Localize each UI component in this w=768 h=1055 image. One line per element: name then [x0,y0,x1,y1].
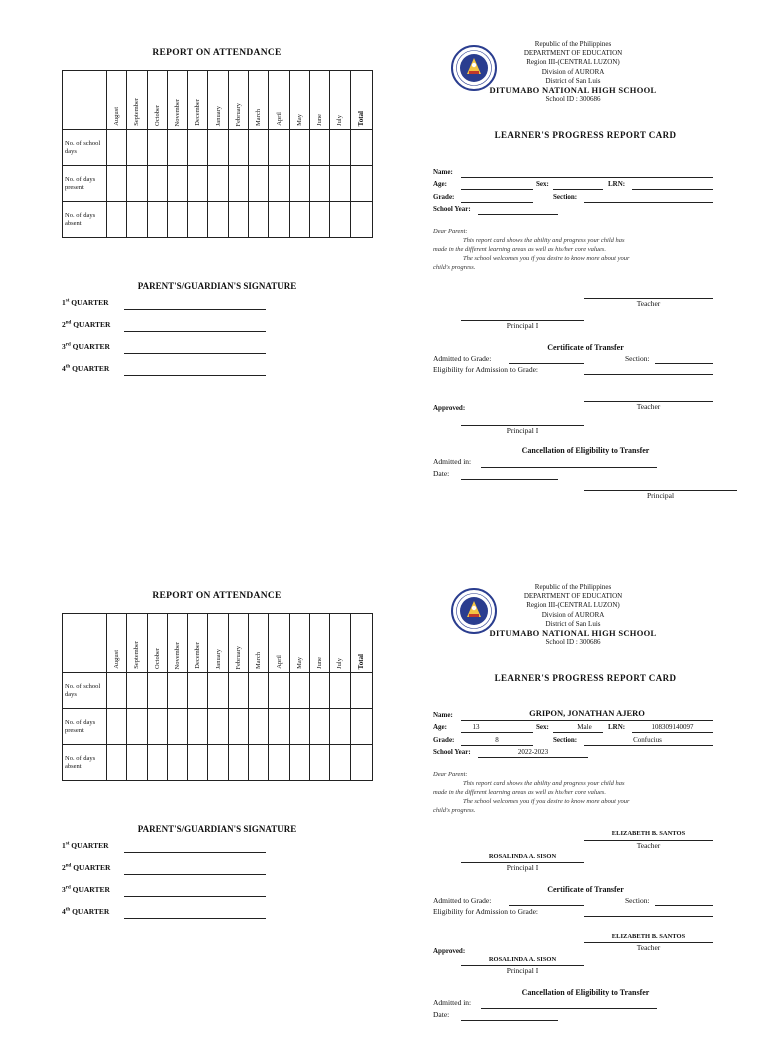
bottom-report-card [0,543,768,1055]
quarter-label: 4th QUARTER [62,364,110,373]
teacher-name: ELIZABETH B. SANTOS [611,830,686,837]
month-header: June [309,71,329,130]
eligibility-label: Eligibility for Admission to Grade: [433,907,538,916]
admitted-grade-field[interactable] [509,363,584,364]
admitted-grade-label: Admitted to Grade: [433,896,492,905]
quarter-label: 4th QUARTER [62,907,110,916]
school-year-value: 2022-2023 [517,748,549,756]
grade-label: Grade: [433,736,455,744]
quarter-label: 1st QUARTER [62,841,109,850]
principal-name: ROSALINDA A. SISON [488,853,557,860]
header-line: Division of AURORA [541,67,605,76]
header-line: DEPARTMENT OF EDUCATION [523,49,623,58]
month-header: November [167,614,187,673]
header-line: Republic of the Philippines [534,40,612,48]
cancellation-title: Cancellation of Eligibility to Transfer [521,446,650,455]
signature-line[interactable] [124,852,266,853]
school-year-field[interactable] [478,214,558,215]
school-year-label: School Year: [433,748,471,756]
admitted-grade-field[interactable] [509,905,584,906]
lrn-label: LRN: [608,180,626,188]
month-header: August [107,614,127,673]
transfer-section-label: Section: [625,354,650,363]
sex-field[interactable] [553,732,603,733]
lrn-label: LRN: [608,723,626,731]
attendance-title: REPORT ON ATTENDANCE [152,591,282,601]
teacher-name: ELIZABETH B. SANTOS [611,933,686,940]
eligibility-field[interactable] [584,916,713,917]
grade-field[interactable] [461,745,533,746]
table-row [63,709,373,745]
admitted-grade-label: Admitted to Grade: [433,354,492,363]
date-field[interactable] [461,1020,558,1021]
table-row [63,166,373,202]
section-value: Confucius [633,736,662,744]
date-field[interactable] [461,479,558,480]
admitted-in-field[interactable] [481,1008,657,1009]
date-label: Date: [433,469,450,478]
transfer-section-field[interactable] [655,363,713,364]
quarter-label: 3rd QUARTER [62,885,110,894]
month-header: June [309,614,329,673]
approved-label: Approved: [433,404,466,412]
teacher-caption: Teacher [636,943,661,952]
header-line: District of San Luis [545,76,601,85]
signature-title: PARENT'S/GUARDIAN'S SIGNATURE [137,281,297,291]
signature-line[interactable] [124,375,266,376]
school-id: School ID : 300686 [545,638,601,647]
header-line: DEPARTMENT OF EDUCATION [523,592,623,601]
transfer-section-field[interactable] [655,905,713,906]
name-field[interactable] [461,720,713,721]
table-row [63,202,373,238]
section-label: Section: [553,736,578,744]
quarter-label: 1st QUARTER [62,298,109,307]
name-value: GRIPON, JONATHAN AJERO [529,708,645,718]
section-field[interactable] [584,745,713,746]
row-label: No. of days present [63,709,107,745]
row-label: No. of days present [63,166,107,202]
month-header: November [167,71,187,130]
grade-value: 8 [495,736,499,744]
school-header [488,583,658,647]
lrn-field[interactable] [632,732,713,733]
month-header: July [330,71,350,130]
lrn-value: 108309140097 [651,723,694,731]
section-label: Section: [553,193,578,201]
header-line: District of San Luis [545,619,601,628]
table-row [63,130,373,166]
report-card-title: LEARNER'S PROGRESS REPORT CARD [494,130,677,140]
eligibility-field[interactable] [584,374,713,375]
signature-line[interactable] [124,309,266,310]
total-header: Total [350,614,372,673]
principal-name: ROSALINDA A. SISON [488,956,557,963]
signature-line[interactable] [124,874,266,875]
transfer-title: Certificate of Transfer [547,343,624,352]
age-value: 13 [472,723,480,731]
teacher-caption: Teacher [636,841,661,850]
header-line: Region III-(CENTRAL LUZON) [526,601,620,610]
parent-letter: Dear Parent: This report card shows the ability and progress your child has made in the different learning areas as well as his/her core values. The school welcomes you if you desire to know more about your child's progress. [433,771,630,814]
section-field[interactable] [584,202,713,203]
name-label: Name: [433,711,453,719]
attendance-table [62,70,373,238]
school-year-field[interactable] [478,757,588,758]
header-line: Division of AURORA [541,610,605,619]
eligibility-label: Eligibility for Admission to Grade: [433,365,538,374]
parent-letter: Dear Parent: This report card shows the ability and progress your child has made in the different learning areas as well as his/her core values. The school welcomes you if you desire to know more about your child's progress. [433,228,630,271]
report-card-title: LEARNER'S PROGRESS REPORT CARD [494,673,677,683]
principal-caption: Principal I [506,321,539,330]
month-header: December [188,71,208,130]
lrn-field[interactable] [632,189,713,190]
table-row [63,745,373,781]
sex-field[interactable] [553,189,603,190]
month-header: September [127,71,147,130]
month-header: January [208,71,228,130]
sex-label: Sex: [536,723,549,731]
approved-label: Approved: [433,947,466,955]
month-header: May [289,71,309,130]
month-header: October [147,614,167,673]
signature-line[interactable] [124,353,266,354]
month-header: September [127,614,147,673]
sex-value: Male [577,723,592,731]
age-field[interactable] [461,732,533,733]
admitted-in-label: Admitted in: [433,998,472,1007]
school-name: DITUMABO NATIONAL HIGH SCHOOL [489,85,657,96]
school-name: DITUMABO NATIONAL HIGH SCHOOL [489,628,657,639]
teacher-caption: Teacher [636,299,661,308]
month-header: March [249,614,269,673]
date-label: Date: [433,1010,450,1019]
principal-caption: Principal I [506,426,539,435]
name-label: Name: [433,168,453,176]
row-label: No. of school days [63,130,107,166]
month-header: August [107,71,127,130]
cancellation-title: Cancellation of Eligibility to Transfer [521,988,650,997]
month-header: February [228,614,248,673]
top-report-card [0,0,768,512]
month-header: April [269,614,289,673]
admitted-in-label: Admitted in: [433,457,472,466]
row-label: No. of days absent [63,745,107,781]
principal-caption: Principal I [506,966,539,975]
month-header: April [269,71,289,130]
transfer-section-label: Section: [625,896,650,905]
header-line: Republic of the Philippines [534,583,612,591]
quarter-label: 2nd QUARTER [62,320,111,329]
school-header [488,40,658,104]
admitted-in-field[interactable] [481,467,657,468]
month-header: July [330,614,350,673]
attendance-title: REPORT ON ATTENDANCE [152,48,282,58]
grade-field[interactable] [461,202,533,203]
attendance-table [62,613,373,781]
teacher-caption: Teacher [636,402,661,411]
month-header: December [188,614,208,673]
signature-title: PARENT'S/GUARDIAN'S SIGNATURE [137,824,297,834]
principal-caption: Principal I [506,863,539,872]
signature-line[interactable] [124,896,266,897]
quarter-label: 3rd QUARTER [62,342,110,351]
row-label: No. of days absent [63,202,107,238]
transfer-title: Certificate of Transfer [547,885,624,894]
signature-line[interactable] [124,331,266,332]
name-field[interactable] [461,177,713,178]
age-label: Age: [433,180,447,188]
sex-label: Sex: [536,180,549,188]
quarter-label: 2nd QUARTER [62,863,111,872]
age-label: Age: [433,723,447,731]
month-header: February [228,71,248,130]
row-label: No. of school days [63,673,107,709]
month-header: March [249,71,269,130]
month-header: May [289,614,309,673]
month-header: January [208,614,228,673]
table-corner [63,614,107,673]
table-corner [63,71,107,130]
principal-caption: Principal [646,491,675,500]
grade-label: Grade: [433,193,455,201]
age-field[interactable] [461,189,533,190]
header-line: Region III-(CENTRAL LUZON) [526,58,620,67]
month-header: October [147,71,167,130]
table-row [63,673,373,709]
signature-line[interactable] [124,918,266,919]
total-header: Total [350,71,372,130]
school-id: School ID : 300686 [545,95,601,104]
school-year-label: School Year: [433,205,471,213]
